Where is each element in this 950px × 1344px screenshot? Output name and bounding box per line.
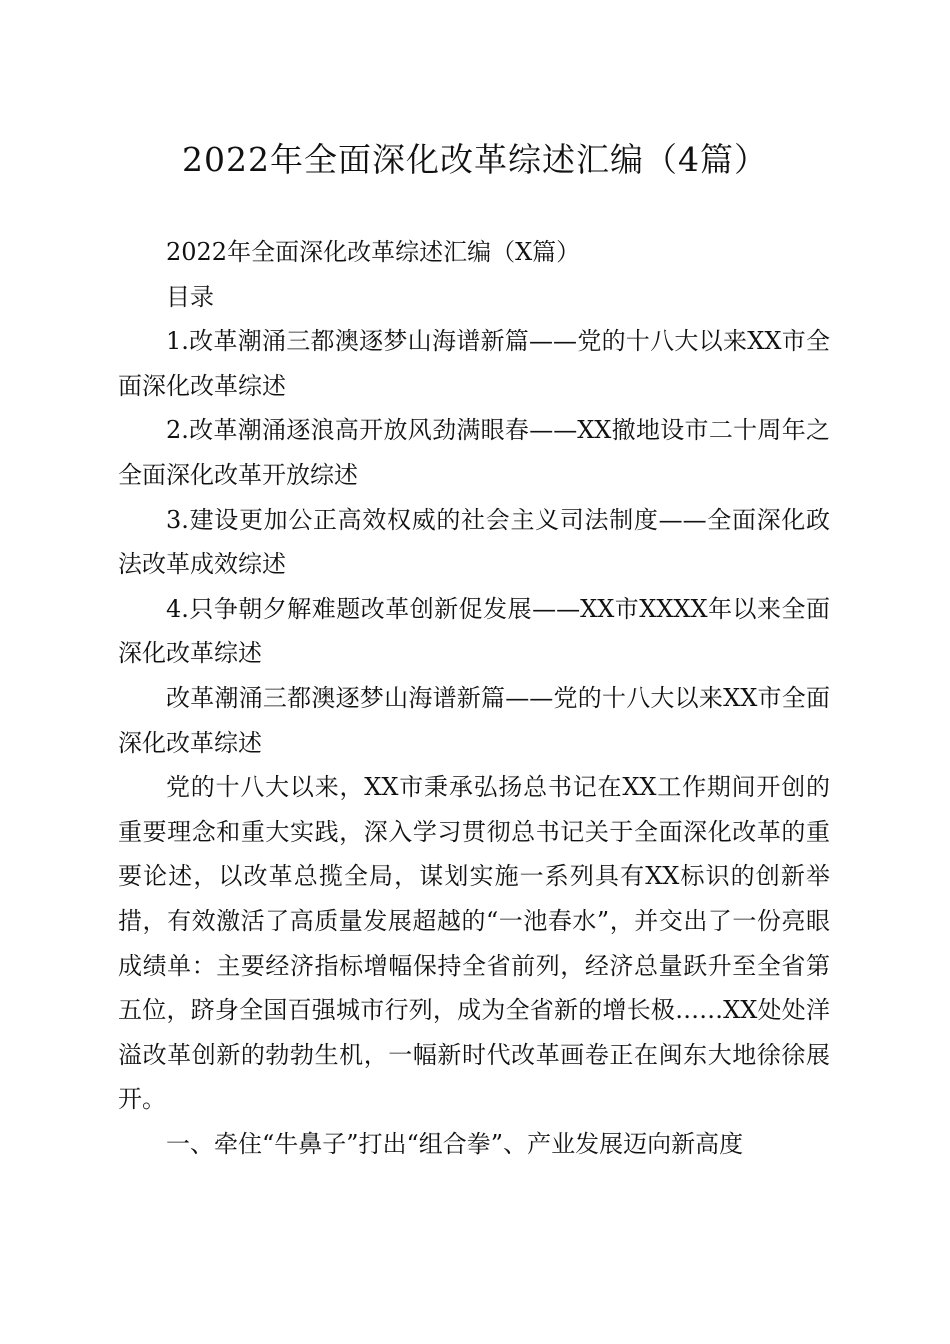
toc-heading: 目录	[166, 282, 214, 311]
toc-item-4: 4.只争朝夕解难题改革创新促发展——XX市XXXX年以来全面深化改革综述	[118, 594, 830, 668]
subtitle-paragraph: 2022年全面深化改革综述汇编（X篇）	[166, 238, 581, 266]
toc-item-3: 3.建设更加公正高效权威的社会主义司法制度——全面深化政法改革成效综述	[118, 505, 830, 579]
article-title: 改革潮涌三都澳逐梦山海谱新篇——党的十八大以来XX市全面深化改革综述	[118, 683, 830, 757]
toc-item-1: 1.改革潮涌三都澳逐梦山海谱新篇——党的十八大以来XX市全面深化改革综述	[118, 327, 830, 400]
document-title: 2022年全面深化改革综述汇编（4篇）	[182, 140, 768, 179]
article-intro-paragraph: 党的十八大以来，XX市秉承弘扬总书记在XX工作期间开创的重要理念和重大实践，深入学习贯彻总书记关于全面深化改革的重要论述，以改革总揽全局，谋划实施一系列具有XX标识的创新举措，有效激活了高质量发展超越的“一池春水”，并交出了一份亮眼成绩单：主要经济指标增幅保持全省前列，经济总量跃升至全省第五位，跻身全国百强城市行列，成为全省新的增长极……XX处处洋溢改革创新的勃勃生机，一幅新时代改革画卷正在闽东大地徐徐展开。	[118, 773, 830, 1114]
document-body	[118, 230, 830, 1166]
toc-item-2: 2.改革潮涌逐浪高开放风劲满眼春——XX撤地设市二十周年之全面深化改革开放综述	[118, 416, 830, 489]
section-heading-1: 一、牵住“牛鼻子”打出“组合拳”、产业发展迈向新高度	[166, 1129, 744, 1158]
